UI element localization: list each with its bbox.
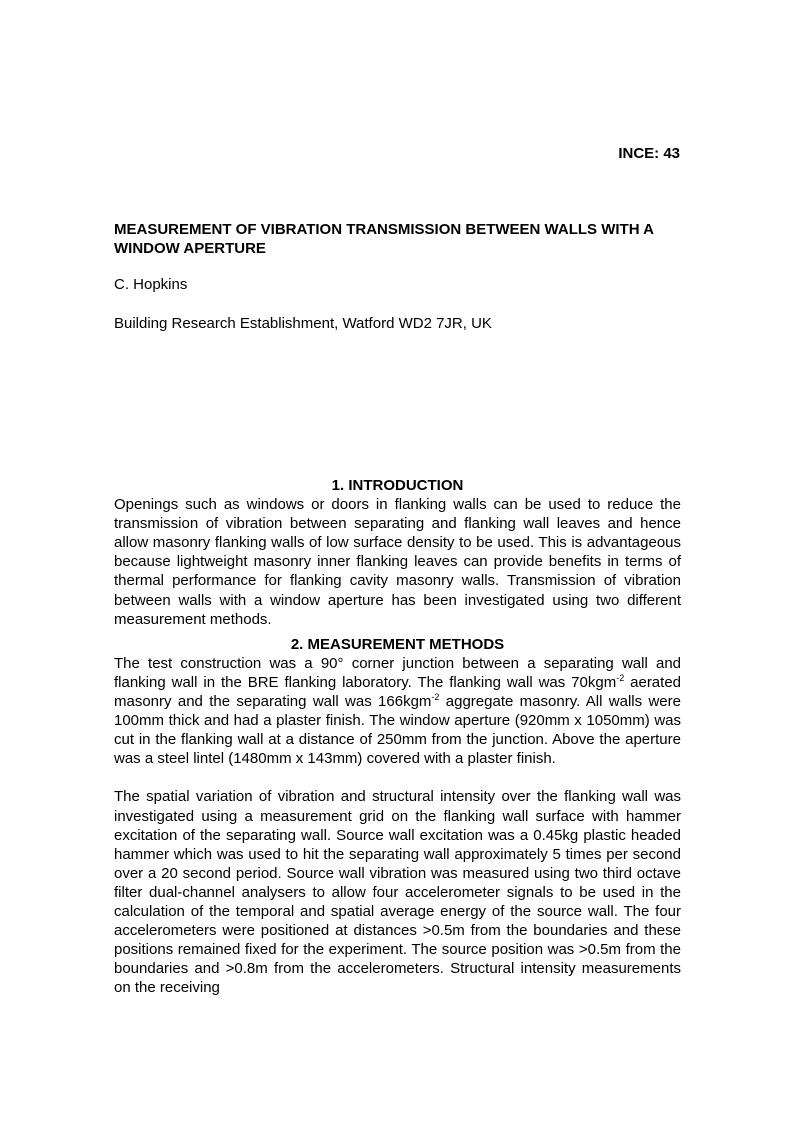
author-name: C. Hopkins	[114, 276, 188, 293]
methods-text-a: The test construction was a 90° corner junction between a separating wall and flanking wall in the BRE flanking laboratory. The flanking wall was 70kgm	[114, 654, 681, 691]
conference-reference: INCE: 43	[618, 145, 680, 162]
superscript-exponent: -2	[616, 672, 625, 683]
author-affiliation: Building Research Establishment, Watford WD2 7JR, UK	[114, 315, 492, 332]
introduction-paragraph: Openings such as windows or doors in flanking walls can be used to reduce the transmission of vibration between separating and flanking wall leaves and hence allow masonry flanking walls of low surface density to be used. This is advantageous because lightweight masonry inner flanking leaves can provide benefits in terms of thermal performance for flanking cavity masonry walls. Transmission of vibration between walls with a window aperture has been investigated using two different measurement methods.	[114, 496, 681, 628]
paper-body	[114, 476, 681, 997]
superscript-exponent: -2	[431, 692, 440, 703]
section-heading-methods: 2. MEASUREMENT METHODS	[290, 635, 505, 653]
methods-paragraph-1	[114, 654, 681, 769]
methods-paragraph-2: The spatial variation of vibration and structural intensity over the flanking wall was investigated using a measurement grid on the flanking wall surface with hammer excitation of the separating wall. Source wall excitation was a 0.45kg plastic headed hammer which was used to hit the separating wall approximately 5 times per second over a 20 second period. Source wall vibration was measured using two third octave filter dual-channel analysers to allow four accelerometer signals to be used in the calculation of the temporal and spatial average energy of the source wall. The four accelerometers were positioned at distances >0.5m from the boundaries and these positions remained fixed for the experiment. The source position was >0.5m from the boundaries and >0.8m from the accelerometers. Structural intensity measurements on the receiving	[114, 788, 681, 997]
paper-title: MEASUREMENT OF VIBRATION TRANSMISSION BETWEEN WALLS WITH A WINDOW APERTURE	[114, 221, 654, 257]
methods-text-c: aggregate masonry. All walls were 100mm thick and had a plaster finish. The window aperture (920mm x 1050mm) was cut in the flanking wall at a distance of 250mm from the junction. Above the aperture was a steel lintel (1480mm x 143mm) covered with a plaster finish.	[114, 693, 681, 768]
methods-text-b: aerated masonry and the separating wall was 166kgm	[114, 673, 682, 711]
section-heading-introduction: 1. INTRODUCTION	[331, 477, 464, 494]
paragraph-spacer	[114, 768, 681, 787]
